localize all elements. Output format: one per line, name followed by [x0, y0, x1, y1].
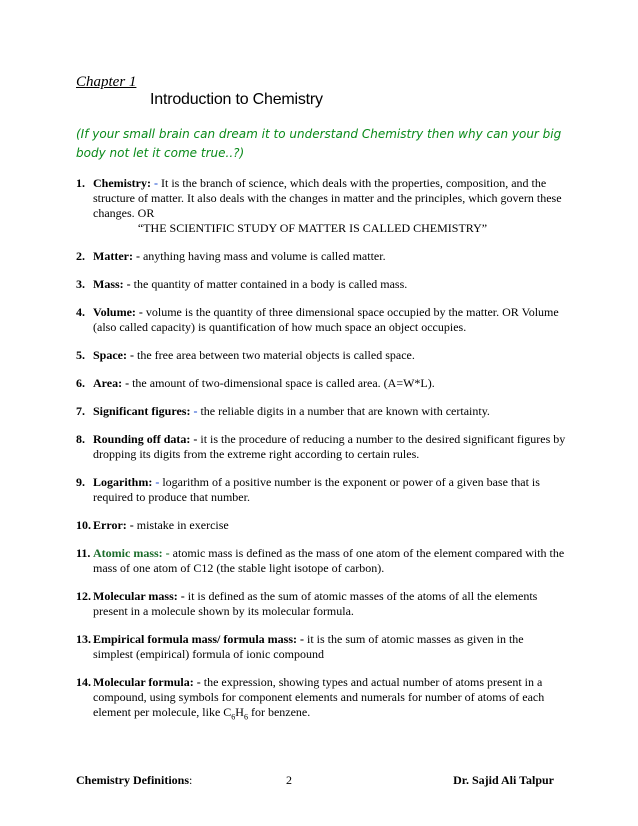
definition-item-matter	[76, 249, 566, 264]
definition-text: the amount of two-dimensional space is called area. (A=W*L).	[129, 376, 435, 390]
page-number: 2	[286, 773, 292, 787]
definition-number: 4.	[76, 305, 85, 319]
definition-item-molecular-formula	[76, 675, 566, 724]
subscript: 6	[243, 712, 248, 722]
definition-item-molecular-mass	[76, 589, 566, 619]
definition-item-error	[76, 518, 566, 533]
definition-text: volume is the quantity of three dimensional space occupied by the matter. OR Volume (also called capacity) is quantification of how much space an object occupies.	[93, 305, 559, 334]
definition-number: 6.	[76, 376, 85, 390]
definition-text: it is the procedure of reducing a number to the desired significant figures by dropping its digits from the extreme right according to certain rules.	[93, 432, 566, 461]
definition-term: Matter: -	[93, 249, 140, 263]
definition-text: the quantity of matter contained in a body is called mass.	[130, 277, 408, 291]
definition-item-logarithm	[76, 475, 566, 505]
definition-text: the free area between two material objects is called space.	[134, 348, 415, 362]
footer-title	[76, 773, 192, 788]
definition-text: it is defined as the sum of atomic masses of the atoms of all the elements present in a molecule shown by its molecular formula.	[93, 589, 538, 618]
footer-author: Dr. Sajid Ali Talpur	[453, 773, 554, 787]
definition-number: 9.	[76, 475, 85, 489]
definition-item-significant-figures	[76, 404, 566, 419]
definition-term: Area: -	[93, 376, 130, 390]
chapter-heading: Chapter 1	[76, 74, 137, 90]
definition-text: the expression, showing types and actual number of atoms present in a compound, using symbols for component elements and numerals for number of atoms of each element per molecule, like C	[93, 675, 545, 719]
definition-term: Logarithm:	[93, 475, 153, 489]
definition-item-volume	[76, 305, 566, 335]
definition-text: mistake in exercise	[133, 518, 229, 532]
definition-term: Significant figures:	[93, 404, 191, 418]
definition-item-chemistry	[76, 176, 566, 236]
definition-number: 8.	[76, 432, 85, 446]
definition-number: 12.	[76, 589, 91, 603]
footer-title-colon: :	[189, 773, 193, 787]
definition-number: 3.	[76, 277, 85, 291]
definition-item-rounding-off	[76, 432, 566, 462]
definition-term: Space: -	[93, 348, 134, 362]
definition-number: 7.	[76, 404, 85, 418]
definition-dash: -	[193, 404, 198, 418]
definition-text: It is the branch of science, which deals with the properties, composition, and the structure of matter. It also deals with the changes in matter and the principles, which govern these changes. OR	[93, 176, 562, 220]
definition-term: Volume: -	[93, 305, 143, 319]
motivational-quote: (If your small brain can dream it to understand Chemistry then why can your big body not let it come true..?)	[76, 127, 562, 160]
definition-number: 1.	[76, 176, 85, 190]
definition-term: Atomic mass: -	[93, 546, 170, 560]
definition-term: Rounding off data: -	[93, 432, 198, 446]
definition-number: 10.	[76, 518, 91, 532]
page-title: Introduction to Chemistry	[150, 91, 323, 108]
definition-number: 14.	[76, 675, 91, 689]
definition-text: atomic mass is defined as the mass of one atom of the element compared with the mass of one atom of C12 (the stable light isotope of carbon).	[93, 546, 565, 575]
definition-dash: -	[153, 176, 158, 190]
definition-number: 2.	[76, 249, 85, 263]
subscript: 6	[231, 712, 236, 722]
definitions-list	[76, 176, 566, 737]
definition-number: 11.	[76, 546, 91, 560]
definition-item-space	[76, 348, 566, 363]
element-symbol: H	[235, 705, 244, 719]
definition-term: Molecular mass: -	[93, 589, 185, 603]
definition-number: 5.	[76, 348, 85, 362]
definition-term: Empirical formula mass/ formula mass: -	[93, 632, 304, 646]
footer-title-text: Chemistry Definitions	[76, 773, 189, 787]
definition-text: the reliable digits in a number that are known with certainty.	[197, 404, 490, 418]
definition-item-atomic-mass	[76, 546, 566, 576]
definition-term: Mass: -	[93, 277, 131, 291]
definition-term: Error: -	[93, 518, 134, 532]
definition-text: anything having mass and volume is called matter.	[139, 249, 386, 263]
definition-emphasis: “THE SCIENTIFIC STUDY OF MATTER IS CALLED CHEMISTRY”	[137, 221, 488, 235]
definition-item-empirical-formula-mass	[76, 632, 566, 662]
definition-text: logarithm of a positive number is the exponent or power of a given base that is required to produce that number.	[93, 475, 540, 504]
definition-item-mass	[76, 277, 566, 292]
definition-dash: -	[155, 475, 160, 489]
definition-term: Molecular formula: -	[93, 675, 201, 689]
definition-term: Chemistry:	[93, 176, 151, 190]
definition-item-area	[76, 376, 566, 391]
definition-number: 13.	[76, 632, 91, 646]
definition-text: it is the sum of atomic masses as given in the simplest (empirical) formula of ionic compound	[93, 632, 524, 661]
definition-text-tail: for benzene.	[247, 705, 311, 719]
